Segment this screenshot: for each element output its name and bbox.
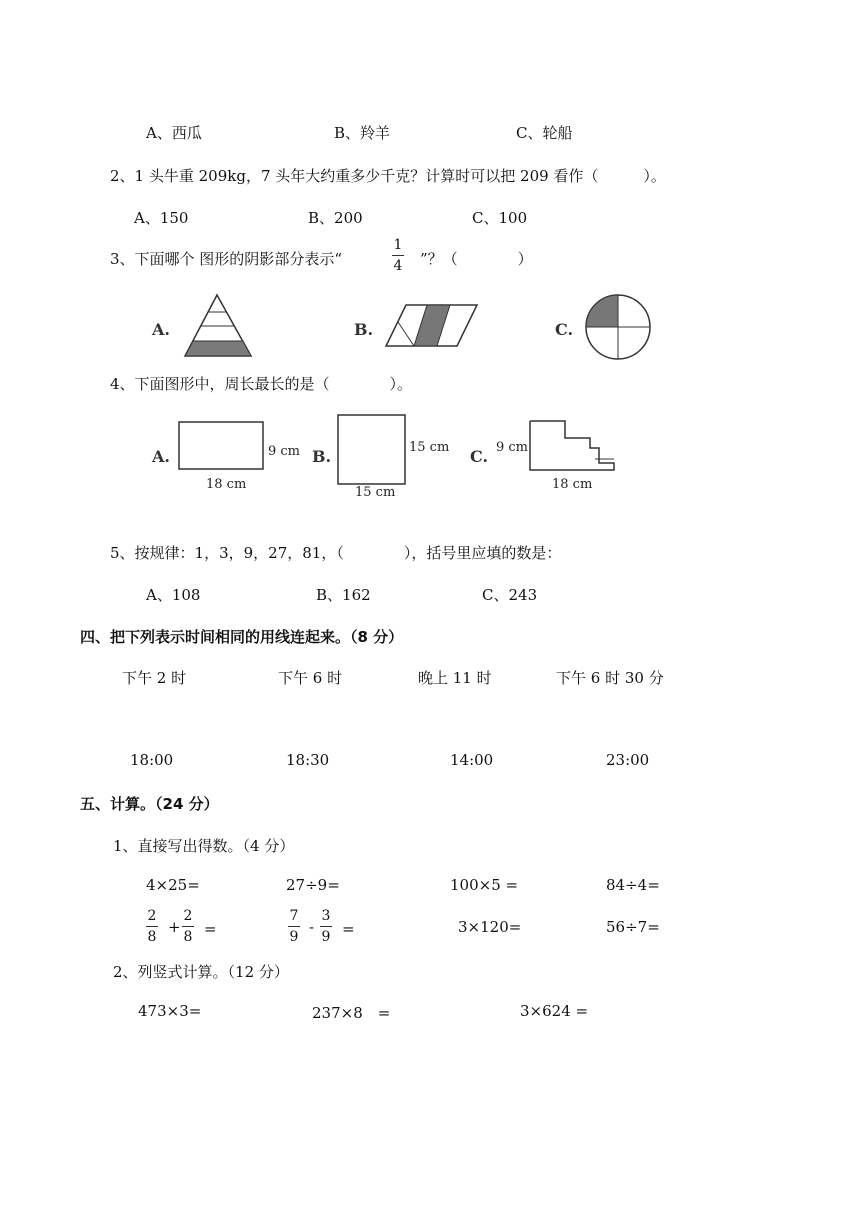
- figure-label-b: B.: [312, 447, 332, 466]
- fraction-denominator: 9: [321, 929, 331, 945]
- fraction-bar: [146, 926, 158, 927]
- circle-shaded-quarter: [586, 295, 618, 327]
- question-5: 5、按规律：1，3，9，27，81，（ ），括号里应填的数是：: [110, 544, 562, 562]
- option-c: C、243: [482, 586, 538, 604]
- question-3-figures: [0, 285, 860, 365]
- fraction-denominator: 8: [183, 929, 193, 945]
- option-a: A、108: [146, 586, 201, 604]
- operator: -: [309, 918, 315, 936]
- calc-item: 473×3=: [138, 1002, 202, 1020]
- subsection-1-title: 1、直接写出得数。（4 分）: [113, 837, 295, 855]
- fraction-numerator: 3: [321, 908, 331, 924]
- fraction-numerator: 2: [147, 908, 157, 924]
- question-4-figures: [0, 405, 860, 500]
- time-digital: 23:00: [606, 751, 650, 769]
- fraction: [146, 908, 158, 945]
- section-4-title: 四、把下列表示时间相同的用线连起来。（8 分）: [80, 628, 404, 646]
- triangle-shaded-part: [185, 341, 251, 356]
- fraction-one-quarter: [392, 237, 404, 274]
- fraction-numerator: 2: [183, 908, 193, 924]
- fraction-numerator: 7: [289, 908, 299, 924]
- calc-item: 237×8 =: [312, 1004, 391, 1022]
- figure-label-a: A.: [152, 447, 170, 466]
- question-3-prefix: 3、下面哪个 图形的阴影部分表示“: [110, 250, 342, 268]
- calc-item: 3×120=: [458, 918, 522, 936]
- calc-item: 4×25=: [146, 876, 200, 894]
- option-a: A、西瓜: [146, 124, 202, 142]
- time-word: 下午 6 时 30 分: [556, 669, 664, 687]
- figure-label-c: C.: [555, 320, 574, 339]
- fraction-bar: [392, 255, 404, 256]
- option-b: B、200: [308, 209, 363, 227]
- fraction-bar: [182, 926, 194, 927]
- dimension-height: 9 cm: [268, 444, 301, 459]
- calc-item: 27÷9=: [286, 876, 340, 894]
- rectangle-shape: [179, 422, 263, 469]
- parallelogram-divider: [398, 322, 414, 346]
- figure-label-a: A.: [152, 320, 170, 339]
- figure-label-b: B.: [354, 320, 374, 339]
- fraction-numerator: 1: [393, 237, 403, 253]
- calc-item: 3×624 =: [520, 1002, 589, 1020]
- figure-label-c: C.: [470, 447, 489, 466]
- square-shape: [338, 415, 405, 484]
- question-2: 2、1 头牛重 209kg，7 头年大约重多少千克？计算时可以把 209 看作（ ）。: [110, 167, 666, 185]
- dimension-height: 15 cm: [409, 440, 450, 455]
- operator: +: [168, 918, 181, 936]
- time-digital: 18:00: [130, 751, 174, 769]
- equals-sign: =: [342, 920, 355, 938]
- fraction: [182, 908, 194, 945]
- option-c: C、100: [472, 209, 528, 227]
- fraction-denominator: 8: [147, 929, 157, 945]
- question-3-suffix: ”？（ ）: [420, 250, 533, 268]
- fraction-denominator: 4: [393, 258, 403, 274]
- time-word: 下午 6 时: [278, 669, 343, 687]
- calc-item: 100×5 =: [450, 876, 519, 894]
- fraction-bar: [288, 926, 300, 927]
- subsection-2-title: 2、列竖式计算。（12 分）: [113, 963, 289, 981]
- option-b: B、羚羊: [334, 124, 391, 142]
- fraction-bar: [320, 926, 332, 927]
- fraction: [320, 908, 332, 945]
- dimension-width: 18 cm: [206, 477, 247, 492]
- section-5-title: 五、计算。（24 分）: [80, 795, 219, 813]
- option-b: B、162: [316, 586, 371, 604]
- parallelogram-shaded-part: [414, 305, 450, 346]
- option-a: A、150: [134, 209, 189, 227]
- fraction: [288, 908, 300, 945]
- dimension-width: 18 cm: [552, 477, 593, 492]
- dimension-width: 15 cm: [355, 485, 396, 500]
- calc-item: 56÷7=: [606, 918, 660, 936]
- time-word: 晚上 11 时: [418, 669, 492, 687]
- time-digital: 18:30: [286, 751, 330, 769]
- time-digital: 14:00: [450, 751, 494, 769]
- fraction-denominator: 9: [289, 929, 299, 945]
- dimension-height: 9 cm: [496, 440, 529, 455]
- question-4: 4、下面图形中，周长最长的是（ ）。: [110, 375, 413, 393]
- option-c: C、轮船: [516, 124, 573, 142]
- stepped-shape: [530, 421, 614, 470]
- calc-item: 84÷4=: [606, 876, 660, 894]
- equals-sign: =: [204, 920, 217, 938]
- time-word: 下午 2 时: [122, 669, 187, 687]
